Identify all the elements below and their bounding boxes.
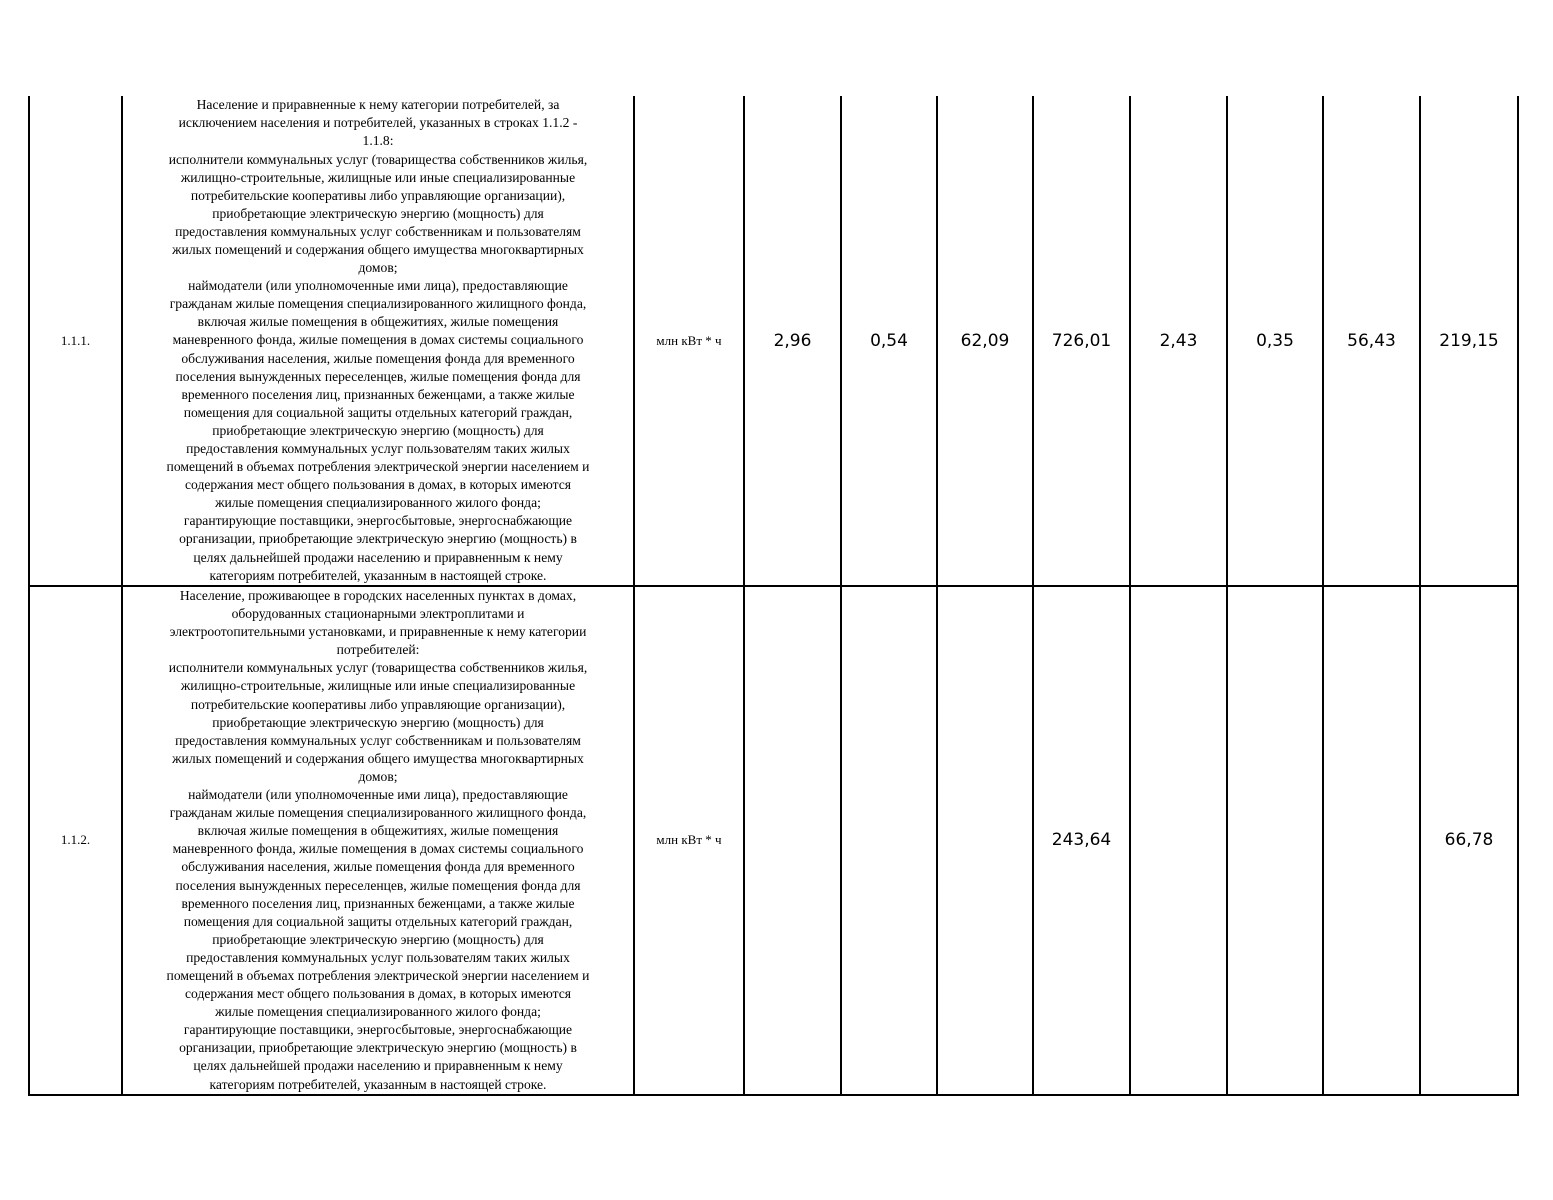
description-line: потребительские кооперативы либо управляющие организации), (190, 187, 566, 203)
description-line: исполнители коммунальных услуг (товарищества собственников жилья, (168, 151, 588, 167)
description-line: предоставления коммунальных услуг пользователям таких жилых (186, 949, 570, 965)
value-cell: 66,78 (1420, 586, 1518, 1095)
description-line: Население, проживающее в городских населенных пунктах в домах, (179, 588, 577, 603)
description-line: гарантирующие поставщики, энергосбытовые, энергоснабжающие (183, 513, 573, 529)
description-line: категориям потребителей, указанным в настоящей строке. (209, 1076, 547, 1092)
value-cell: 62,09 (937, 96, 1033, 586)
description-line: потребительские кооперативы либо управляющие организации), (190, 696, 566, 712)
value-cell (1323, 586, 1420, 1095)
description-line: целях дальнейшей продажи населению и приравненным к нему (193, 549, 563, 565)
description-line: обслуживания населения, жилые помещения фонда для временного (181, 350, 575, 366)
description-line: временного поселения лиц, признанных беженцами, а также жилые (181, 386, 575, 402)
description-line: помещения для социальной защиты отдельных категорий граждан, (183, 404, 573, 420)
value-cell (744, 586, 841, 1095)
description-line: помещения для социальной защиты отдельных категорий граждан, (183, 913, 573, 929)
description-line: домов; (358, 768, 398, 784)
description-line: жилищно-строительные, жилищные или иные специализированные (180, 678, 576, 694)
description-line: предоставления коммунальных услуг собственникам и пользователям (175, 223, 581, 239)
description-line: приобретающие электрическую энергию (мощность) для (212, 205, 544, 221)
description-line: временного поселения лиц, признанных беженцами, а также жилые (181, 895, 575, 911)
table-row (29, 96, 1518, 586)
tariff-balance-table (28, 96, 1519, 1096)
value-cell: 0,54 (841, 96, 937, 586)
consumer-category-description (122, 586, 634, 1095)
value-cell: 243,64 (1033, 586, 1130, 1095)
description-line: включая жилые помещения в общежитиях, жилые помещения (197, 314, 559, 330)
value-cell (1227, 586, 1323, 1095)
description-line: организации, приобретающие электрическую энергию (мощность) в (179, 531, 577, 547)
description-line: наймодатели (или уполномоченные ими лица), предоставляющие (188, 278, 568, 294)
description-line: жилые помещения специализированного жилого фонда; (215, 1004, 541, 1020)
description-line: категориям потребителей, указанным в настоящей строке. (209, 567, 547, 583)
description-line: приобретающие электрическую энергию (мощность) для (212, 714, 544, 730)
description-line: предоставления коммунальных услуг пользователям таких жилых (186, 441, 570, 457)
description-line: организации, приобретающие электрическую энергию (мощность) в (179, 1040, 577, 1056)
description-line: маневренного фонда, жилые помещения в домах системы социального (172, 841, 584, 857)
description-line: помещений в объемах потребления электрической энергии населением и (166, 967, 590, 983)
description-line: гражданам жилые помещения специализированного жилищного фонда, (169, 805, 587, 821)
value-cell (841, 586, 937, 1095)
description-line: домов; (358, 260, 398, 276)
value-cell: 219,15 (1420, 96, 1518, 586)
description-line: исключением населения и потребителей, указанных в строках 1.1.2 - (178, 115, 578, 131)
description-line: жилых помещений и содержания общего имущества многоквартирных (172, 750, 584, 766)
consumer-category-description (122, 96, 634, 586)
description-line: содержания мест общего пользования в домах, в которых имеются (185, 986, 571, 1002)
unit-cell: млн кВт * ч (634, 96, 744, 586)
description-line: предоставления коммунальных услуг собственникам и пользователям (175, 732, 581, 748)
table-row (29, 586, 1518, 1095)
row-number: 1.1.1. (29, 96, 122, 586)
value-cell: 2,43 (1130, 96, 1227, 586)
value-cell: 726,01 (1033, 96, 1130, 586)
description-line: гражданам жилые помещения специализированного жилищного фонда, (169, 296, 587, 312)
value-cell: 0,35 (1227, 96, 1323, 586)
description-line: наймодатели (или уполномоченные ими лица), предоставляющие (188, 787, 568, 803)
description-line: содержания мест общего пользования в домах, в которых имеются (185, 477, 571, 493)
description-line: потребителей: (336, 642, 420, 658)
description-line: приобретающие электрическую энергию (мощность) для (212, 422, 544, 438)
description-line: поселения вынужденных переселенцев, жилые помещения фонда для (175, 368, 581, 384)
value-cell (1130, 586, 1227, 1095)
description-line: электроотопительными установками, и приравненные к нему категории (169, 624, 587, 640)
description-line: включая жилые помещения в общежитиях, жилые помещения (197, 823, 559, 839)
description-line: жилищно-строительные, жилищные или иные специализированные (180, 169, 576, 185)
description-line: обслуживания населения, жилые помещения фонда для временного (181, 859, 575, 875)
description-line: Население и приравненные к нему категории потребителей, за (196, 97, 560, 113)
value-cell: 56,43 (1323, 96, 1420, 586)
description-line: помещений в объемах потребления электрической энергии населением и (166, 459, 590, 475)
value-cell: 2,96 (744, 96, 841, 586)
description-line: гарантирующие поставщики, энергосбытовые, энергоснабжающие (183, 1022, 573, 1038)
description-line: 1.1.8: (362, 133, 394, 149)
description-line: оборудованных стационарными электроплитами и (231, 606, 525, 622)
unit-cell: млн кВт * ч (634, 586, 744, 1095)
description-line: жилых помещений и содержания общего имущества многоквартирных (172, 241, 584, 257)
description-line: целях дальнейшей продажи населению и приравненным к нему (193, 1058, 563, 1074)
description-line: жилые помещения специализированного жилого фонда; (215, 495, 541, 511)
value-cell (937, 586, 1033, 1095)
description-line: приобретающие электрическую энергию (мощность) для (212, 931, 544, 947)
description-line: поселения вынужденных переселенцев, жилые помещения фонда для (175, 877, 581, 893)
description-line: маневренного фонда, жилые помещения в домах системы социального (172, 332, 584, 348)
description-line: исполнители коммунальных услуг (товарищества собственников жилья, (168, 660, 588, 676)
row-number: 1.1.2. (29, 586, 122, 1095)
